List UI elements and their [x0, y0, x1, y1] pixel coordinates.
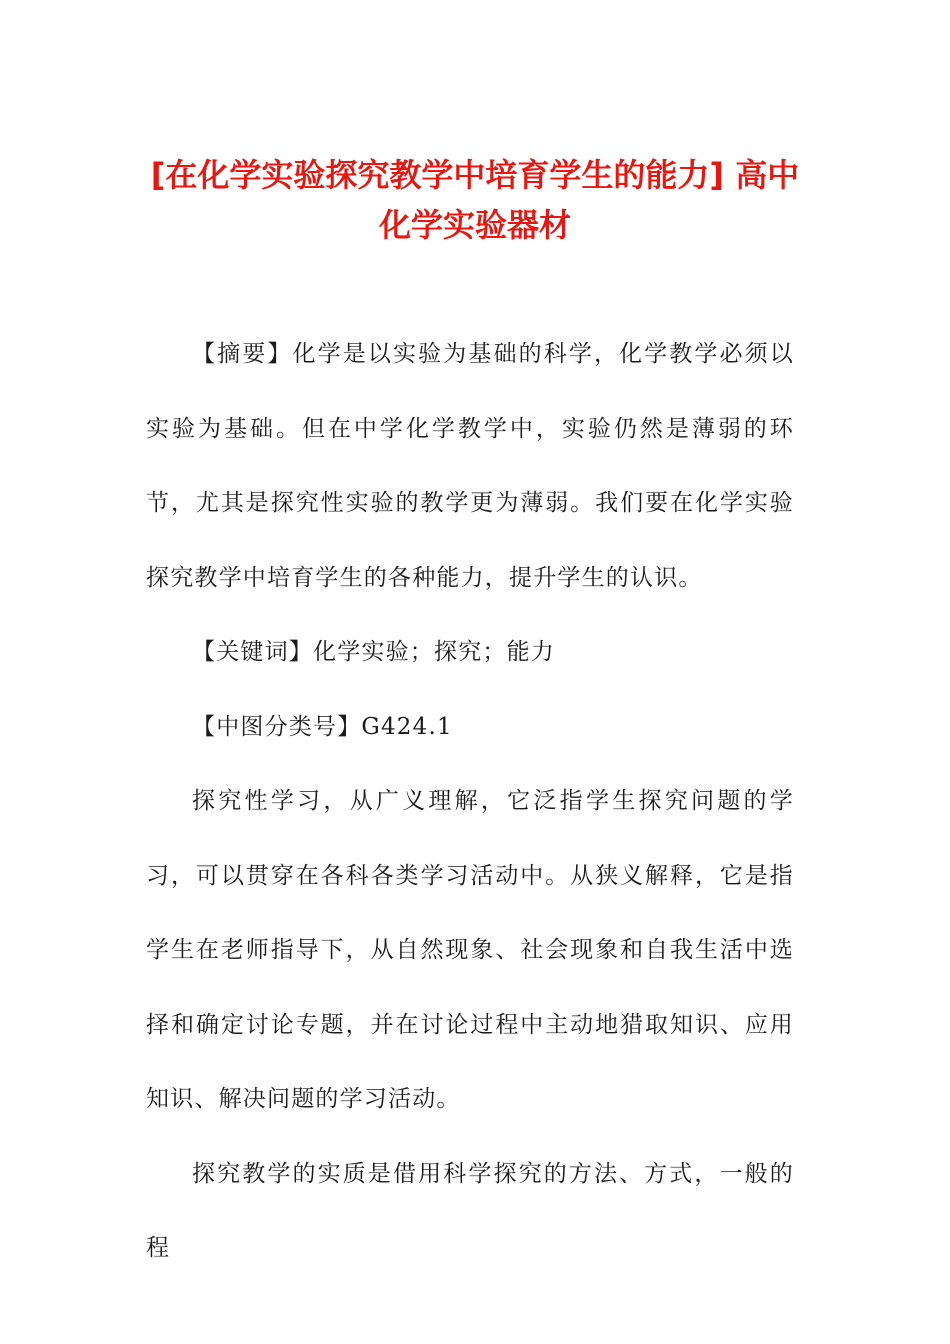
body-paragraph: 探究性学习，从广义理解，它泛指学生探究问题的学习，可以贯穿在各科各类学习活动中。从狭义解释，它是指学生在老师指导下，从自然现象、社会现象和自我生活中选择和确定讨论专题，并在讨论过程中主动地猎取知识、应用知识、解决问题的学习活动。	[146, 788, 794, 1112]
abstract-paragraph: 【摘要】化学是以实验为基础的科学，化学教学必须以实验为基础。但在中学化学教学中，实验仍然是薄弱的环节，尤其是探究性实验的教学更为薄弱。我们要在化学实验探究教学中培育学生的各种能力，提升学生的认识。	[146, 341, 794, 591]
body-paragraph: 探究教学的实质是借用科学探究的方法、方式，一般的程	[146, 1160, 794, 1261]
classification-paragraph: 【中图分类号】G424.1	[192, 713, 453, 740]
document-title: [在化学实验探究教学中培育学生的能力] 高中化学实验器材	[150, 156, 800, 244]
document-body	[146, 317, 794, 1286]
keywords-paragraph: 【关键词】化学实验；探究；能力	[192, 639, 555, 665]
